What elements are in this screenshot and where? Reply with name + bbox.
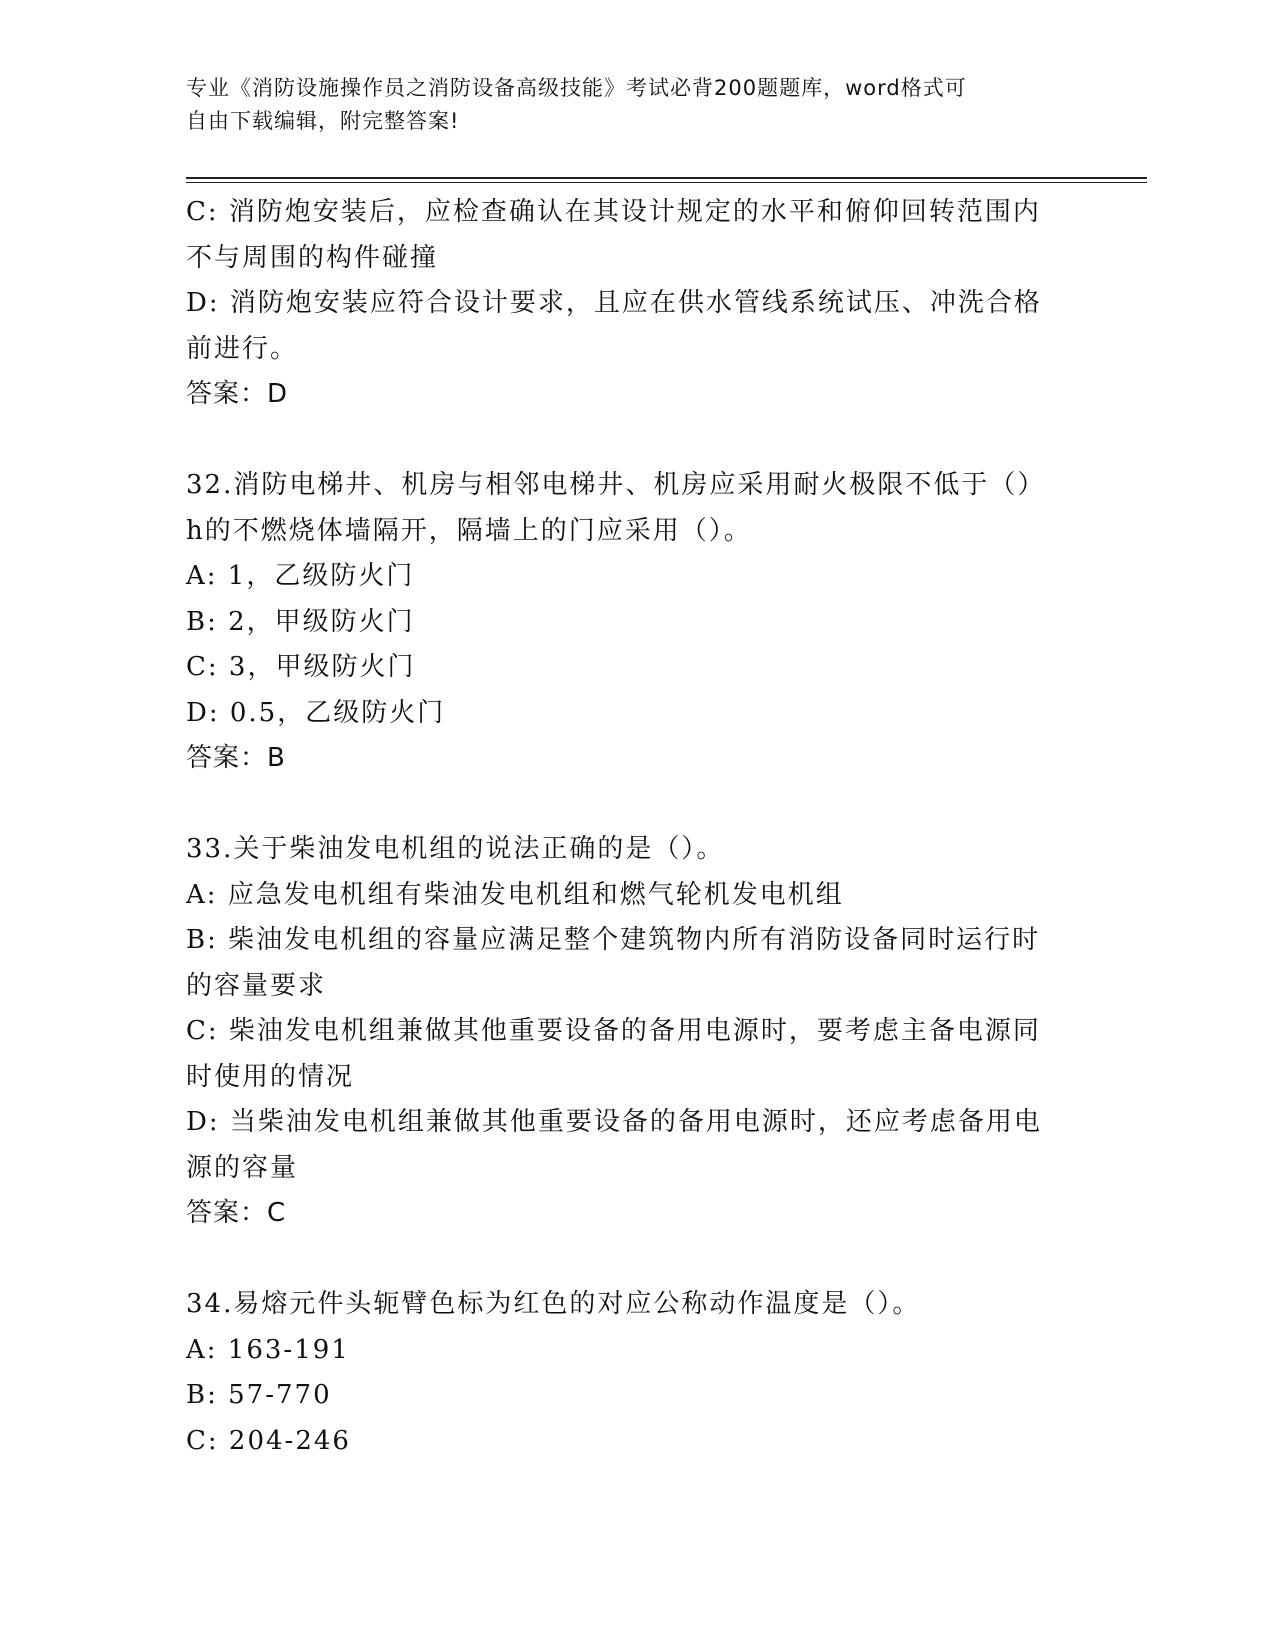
q31-option-d-line1: D: 消防炮安装应符合设计要求，且应在供水管线系统试压、冲洗合格 — [186, 288, 1042, 318]
spacer — [186, 1237, 1086, 1283]
header-rule-thin — [186, 182, 1147, 183]
q31-option-d-line2: 前进行。 — [186, 333, 299, 364]
q34-option-b: B: 57-770 — [186, 1380, 332, 1410]
q33-option-b-line1: B: 柴油发电机组的容量应满足整个建筑物内所有消防设备同时运行时 — [186, 925, 1041, 955]
document-header — [186, 72, 1066, 138]
q32-answer: 答案：B — [186, 743, 286, 773]
header-line-1: 专业《消防设施操作员之消防设备高级技能》考试必背200题题库，word格式可 — [186, 76, 967, 100]
q31-answer: 答案：D — [186, 379, 289, 409]
q32-stem-line1: 32.消防电梯井、机房与相邻电梯井、机房应采用耐火极限不低于（） — [186, 470, 1046, 500]
q33-option-b-line2: 的容量要求 — [186, 970, 327, 1001]
q34-stem: 34.易熔元件头轭臂色标为红色的对应公称动作温度是（）。 — [186, 1289, 921, 1319]
header-rule-thick — [186, 177, 1147, 179]
header-line-2: 自由下载编辑，附完整答案! — [186, 109, 460, 133]
q32-stem-line2: h的不燃烧体墙隔开，隔墙上的门应采用（）。 — [186, 515, 752, 546]
question-content — [186, 190, 1086, 1464]
q33-option-c-line2: 时使用的情况 — [186, 1061, 355, 1092]
q32-option-d: D: 0.5，乙级防火门 — [186, 697, 446, 728]
q31-option-c-line2: 不与周围的构件碰撞 — [186, 242, 439, 273]
q31-option-c-line1: C: 消防炮安装后，应检查确认在其设计规定的水平和俯仰回转范围内 — [186, 197, 1041, 227]
q32-option-a: A: 1，乙级防火门 — [186, 561, 415, 591]
q32-option-c: C: 3，甲级防火门 — [186, 652, 416, 682]
q33-stem: 33.关于柴油发电机组的说法正确的是（）。 — [186, 834, 725, 864]
q34-option-a: A: 163-191 — [186, 1334, 350, 1365]
q33-option-d-line1: D: 当柴油发电机组兼做其他重要设备的备用电源时，还应考虑备用电 — [186, 1107, 1042, 1137]
spacer — [186, 418, 1086, 464]
q33-option-a: A: 应急发电机组有柴油发电机组和燃气轮机发电机组 — [186, 879, 844, 910]
q32-option-b: B: 2，甲级防火门 — [186, 606, 415, 637]
q33-answer: 答案：C — [186, 1198, 287, 1228]
q33-option-d-line2: 源的容量 — [186, 1152, 299, 1183]
q33-option-c-line1: C: 柴油发电机组兼做其他重要设备的备用电源时，要考虑主备电源同 — [186, 1016, 1041, 1046]
spacer — [186, 782, 1086, 828]
q34-option-c: C: 204-246 — [186, 1425, 351, 1456]
